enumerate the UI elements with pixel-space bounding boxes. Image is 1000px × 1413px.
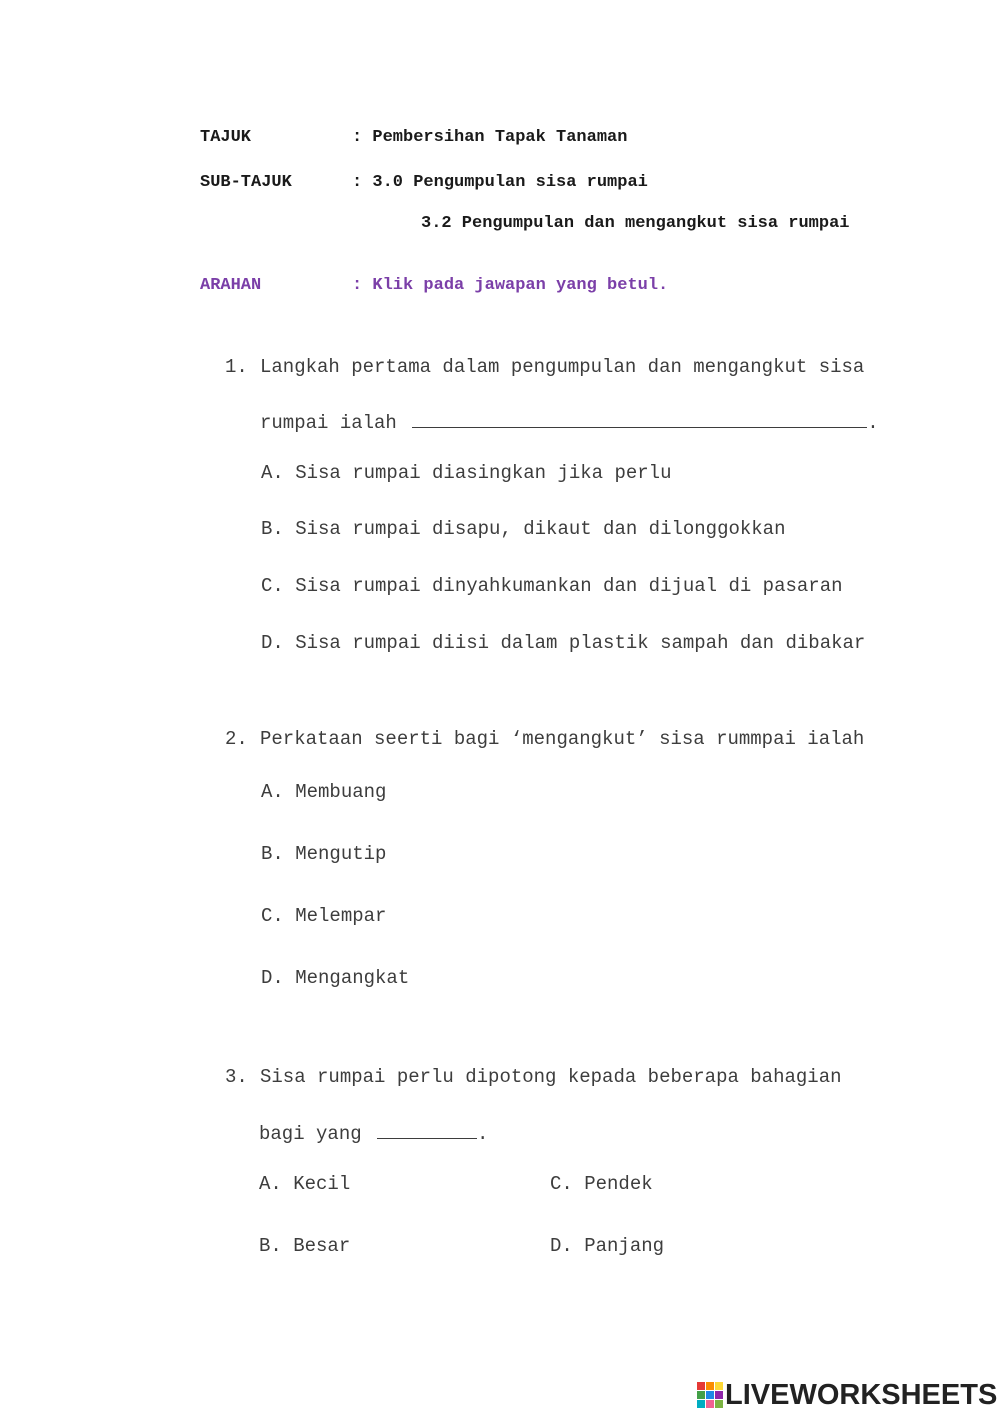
answer-blank-1 [412, 409, 867, 428]
question-1-line2-text: rumpai ialah [260, 412, 397, 434]
liveworksheets-grid-icon [697, 1382, 723, 1408]
question-1-number: 1. [225, 356, 248, 378]
question-3-line2-text: bagi yang [259, 1123, 362, 1145]
logo-grid-cell [715, 1382, 723, 1390]
question-3-option-c[interactable]: C. Pendek [550, 1173, 653, 1195]
question-3-text: Sisa rumpai perlu dipotong kepada beberapa bahagian [260, 1066, 842, 1088]
question-1-text: Langkah pertama dalam pengumpulan dan mengangkut sisa [260, 356, 865, 378]
arahan-value: : Klik pada jawapan yang betul. [352, 276, 669, 295]
tajuk-label: TAJUK [200, 128, 252, 147]
question-1-period: . [867, 412, 879, 434]
question-3-number: 3. [225, 1066, 248, 1088]
question-3-option-a[interactable]: A. Kecil [259, 1173, 351, 1195]
logo-grid-cell [697, 1382, 705, 1390]
question-3-option-b[interactable]: B. Besar [259, 1235, 351, 1257]
logo-grid-cell [697, 1391, 705, 1399]
question-3-option-d[interactable]: D. Panjang [550, 1235, 665, 1257]
question-2-number: 2. [225, 728, 248, 750]
question-2-text: Perkataan seerti bagi ‘mengangkut’ sisa rummpai ialah [260, 728, 865, 750]
logo-grid-cell [706, 1400, 714, 1408]
logo-grid-cell [706, 1391, 714, 1399]
logo-grid-cell [697, 1400, 705, 1408]
logo-grid-cell [715, 1400, 723, 1408]
question-2-option-d[interactable]: D. Mengangkat [261, 967, 410, 989]
question-3-line2 [259, 1120, 488, 1145]
answer-blank-3 [377, 1120, 477, 1139]
arahan-label: ARAHAN [200, 276, 262, 295]
tajuk-value: : Pembersihan Tapak Tanaman [352, 128, 628, 147]
question-1-option-a[interactable]: A. Sisa rumpai diasingkan jika perlu [261, 462, 672, 484]
subtajuk-label: SUB-TAJUK [200, 173, 292, 192]
logo-grid-cell [706, 1382, 714, 1390]
liveworksheets-logo [697, 1378, 997, 1412]
question-2-option-a[interactable]: A. Membuang [261, 781, 387, 803]
question-1-option-c[interactable]: C. Sisa rumpai dinyahkumankan dan dijual di pasaran [261, 575, 843, 597]
question-2-option-b[interactable]: B. Mengutip [261, 843, 387, 865]
question-2-option-c[interactable]: C. Melempar [261, 905, 387, 927]
subtajuk-value-2: 3.2 Pengumpulan dan mengangkut sisa rumpai [421, 214, 850, 233]
question-1-option-b[interactable]: B. Sisa rumpai disapu, dikaut dan dilonggokkan [261, 518, 786, 540]
question-1-line2 [260, 409, 879, 434]
logo-grid-cell [715, 1391, 723, 1399]
question-3-period: . [477, 1123, 489, 1145]
subtajuk-value: : 3.0 Pengumpulan sisa rumpai [352, 173, 648, 192]
liveworksheets-logo-text: LIVEWORKSHEETS [725, 1378, 998, 1411]
question-1-option-d[interactable]: D. Sisa rumpai diisi dalam plastik sampah dan dibakar [261, 632, 866, 654]
